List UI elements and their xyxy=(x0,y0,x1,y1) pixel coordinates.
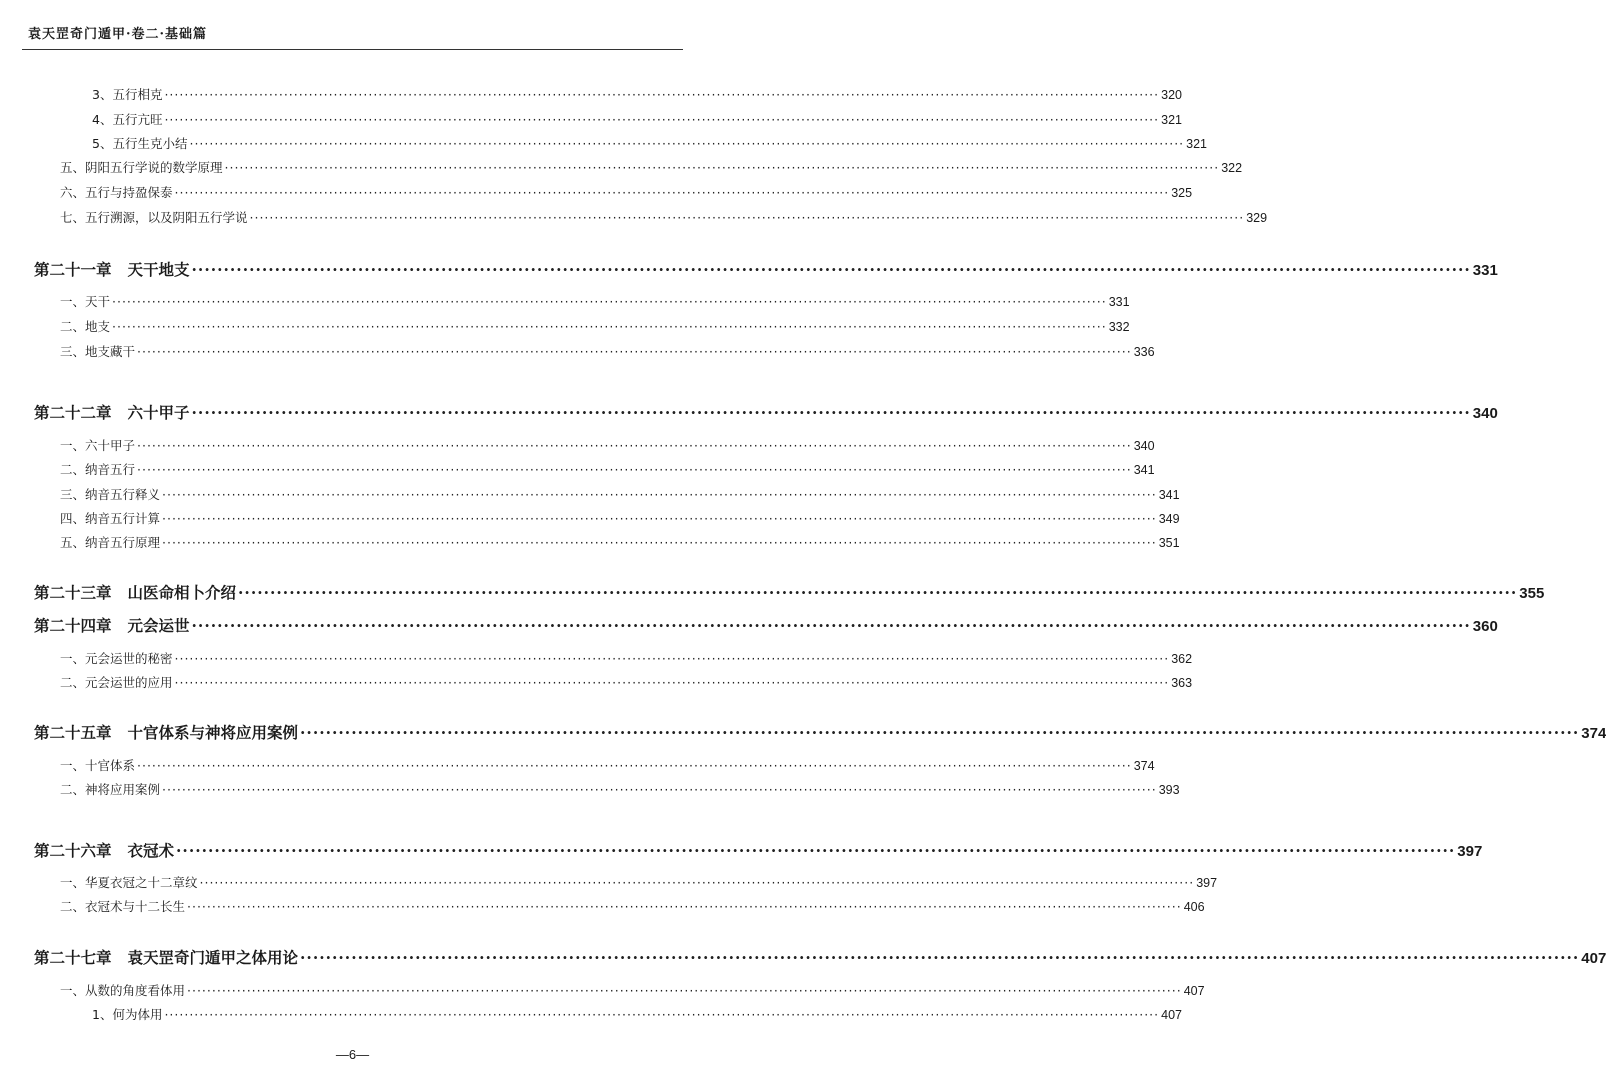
toc-entry-title xyxy=(34,581,236,603)
toc-entry-title: 一、华夏衣冠之十二章纹 xyxy=(60,875,198,890)
toc-entry-row xyxy=(60,873,1218,891)
toc-entry-row xyxy=(60,436,1155,454)
toc-page-number: 374 xyxy=(1133,759,1155,773)
toc-leader-dots: ········································································································································································································ xyxy=(164,1007,1160,1022)
toc-entry-title: 4、五行亢旺 xyxy=(92,112,163,127)
toc-chapter-row xyxy=(34,946,1606,968)
toc-leader-dots: ········································································································································································································ xyxy=(249,210,1245,225)
toc-leader-dots: ········································································································································································································ xyxy=(162,487,1157,502)
toc-page-number: 331 xyxy=(1472,262,1498,279)
toc-entry-title: 一、十官体系 xyxy=(60,758,136,773)
toc-leader-dots: ········································································································································································································ xyxy=(162,782,1157,797)
toc-page-number: 321 xyxy=(1161,113,1182,127)
toc-page-number: 407 xyxy=(1581,950,1606,967)
toc-entry-title: 三、纳音五行释义 xyxy=(60,487,161,502)
toc-page-number: 349 xyxy=(1158,512,1180,526)
toc-page-number: 397 xyxy=(1457,843,1483,860)
toc-chapter-number: 第二十二章 xyxy=(34,403,112,422)
page-number: —6— xyxy=(335,1047,370,1062)
toc-entry-row xyxy=(60,981,1205,999)
toc-entry-title: 二、神将应用案例 xyxy=(60,782,161,797)
toc-entry-row xyxy=(60,756,1155,774)
toc-page-number: 340 xyxy=(1133,439,1155,453)
toc-chapter-row xyxy=(34,581,1545,603)
toc-entry-row xyxy=(60,183,1193,201)
toc-page-number: 336 xyxy=(1133,345,1155,359)
toc-entry-row xyxy=(60,897,1205,915)
toc-entry-row xyxy=(60,673,1193,691)
toc-leader-dots: ········································································································································································································ xyxy=(137,344,1132,359)
toc-page-number: 393 xyxy=(1158,783,1180,797)
toc-leader-dots: ········································································································································································································ xyxy=(176,841,1456,860)
toc-entry-row xyxy=(60,533,1180,551)
toc-leader-dots: ········································································································································································································ xyxy=(189,136,1185,151)
toc-leader-dots: ········································································································································································································ xyxy=(238,583,1518,602)
toc-leader-dots: ········································································································································································································ xyxy=(191,260,1471,279)
toc-page-number: 331 xyxy=(1108,295,1130,309)
toc-leader-dots: ········································································································································································································ xyxy=(137,758,1132,773)
toc-entry-title: 一、天干 xyxy=(60,294,111,309)
toc-leader-dots: ········································································································································································································ xyxy=(191,403,1471,422)
toc-entry-title: 七、五行溯源，以及阴阳五行学说 xyxy=(60,210,248,225)
toc-chapter-title: 元会运世 xyxy=(127,616,190,635)
toc-entry-row xyxy=(92,1005,1182,1023)
toc-entry-title xyxy=(34,401,190,423)
toc-leader-dots: ········································································································································································································ xyxy=(137,438,1132,453)
toc-chapter-title: 十官体系与神将应用案例 xyxy=(127,723,299,742)
toc-entry-title: 一、元会运世的秘密 xyxy=(60,651,173,666)
toc-entry-title xyxy=(34,721,298,743)
toc-page-number: 407 xyxy=(1183,984,1205,998)
toc-entry-title: 二、纳音五行 xyxy=(60,462,136,477)
toc-leader-dots: ········································································································································································································ xyxy=(199,875,1195,890)
toc-entry-title: 六、五行与持盈保泰 xyxy=(60,185,173,200)
toc-leader-dots: ········································································································································································································ xyxy=(174,651,1170,666)
toc-chapter-title: 衣冠术 xyxy=(127,841,175,860)
toc-entry-row xyxy=(92,134,1208,152)
toc-page-number: 325 xyxy=(1171,186,1193,200)
toc-chapter-number: 第二十三章 xyxy=(34,583,112,602)
toc-entry-title: 二、元会运世的应用 xyxy=(60,675,173,690)
toc-entry-row xyxy=(60,158,1243,176)
toc-entry-row xyxy=(92,110,1182,128)
toc-page-number: 397 xyxy=(1196,876,1218,890)
running-header: 袁天罡奇门遁甲·卷二·基础篇 xyxy=(28,27,208,42)
toc-leader-dots: ········································································································································································································ xyxy=(300,723,1580,742)
toc-page-number: 322 xyxy=(1221,161,1243,175)
toc-entry-row xyxy=(60,317,1130,335)
toc-leader-dots: ········································································································································································································ xyxy=(174,185,1170,200)
toc-leader-dots: ········································································································································································································ xyxy=(191,616,1471,635)
toc-leader-dots: ········································································································································································································ xyxy=(300,948,1580,967)
toc-chapter-number: 第二十五章 xyxy=(34,723,112,742)
toc-entry-row xyxy=(60,342,1155,360)
toc-page-number: 407 xyxy=(1161,1008,1182,1022)
toc-chapter-title: 山医命相卜介绍 xyxy=(127,583,237,602)
toc-chapter-number: 第二十七章 xyxy=(34,948,112,967)
toc-chapter-title: 六十甲子 xyxy=(127,403,190,422)
toc-chapter-number: 第二十四章 xyxy=(34,616,112,635)
toc-page-number: 355 xyxy=(1519,585,1545,602)
toc-leader-dots: ········································································································································································································ xyxy=(164,87,1160,102)
toc-page-number: 321 xyxy=(1186,137,1208,151)
toc-chapter-row xyxy=(34,258,1498,280)
toc-entry-row xyxy=(60,292,1130,310)
toc-entry-title: 二、地支 xyxy=(60,319,111,334)
toc-page-number: 320 xyxy=(1161,88,1182,102)
toc-chapter-row xyxy=(34,839,1483,861)
toc-leader-dots: ········································································································································································································ xyxy=(174,675,1170,690)
toc-page-number: 341 xyxy=(1158,488,1180,502)
toc-entry-row xyxy=(60,780,1180,798)
toc-entry-title: 3、五行相克 xyxy=(92,87,163,102)
toc-entry-title xyxy=(34,839,174,861)
toc-entry-row xyxy=(60,485,1180,503)
header-rule xyxy=(22,49,683,50)
toc-entry-title: 5、五行生克小结 xyxy=(92,136,188,151)
toc-chapter-title: 天干地支 xyxy=(127,260,190,279)
toc-entry-title: 五、纳音五行原理 xyxy=(60,535,161,550)
toc-leader-dots: ········································································································································································································ xyxy=(164,112,1160,127)
toc-entry-title xyxy=(34,946,298,968)
toc-leader-dots: ········································································································································································································ xyxy=(187,983,1182,998)
toc-entry-title: 五、阴阳五行学说的数学原理 xyxy=(60,160,223,175)
toc-entry-title: 1、何为体用 xyxy=(92,1007,163,1022)
toc-page-number: 360 xyxy=(1472,618,1498,635)
toc-entry-title xyxy=(34,258,190,280)
toc-page-number: 341 xyxy=(1133,463,1155,477)
toc-leader-dots: ········································································································································································································ xyxy=(137,462,1132,477)
toc-chapter-row xyxy=(34,614,1498,636)
toc-entry-title: 二、衣冠术与十二长生 xyxy=(60,899,186,914)
toc-leader-dots: ········································································································································································································ xyxy=(162,511,1157,526)
toc-entry-title: 四、纳音五行计算 xyxy=(60,511,161,526)
toc-entry-row xyxy=(60,208,1268,226)
toc-page-number: 340 xyxy=(1472,405,1498,422)
toc-chapter-number: 第二十六章 xyxy=(34,841,112,860)
toc-leader-dots: ········································································································································································································ xyxy=(112,294,1107,309)
toc-entry-title xyxy=(34,614,190,636)
toc-page-number: 374 xyxy=(1581,725,1606,742)
toc-chapter-row xyxy=(34,721,1606,743)
toc-page-number: 351 xyxy=(1158,536,1180,550)
toc-leader-dots: ········································································································································································································ xyxy=(224,160,1220,175)
toc-chapter-title: 袁天罡奇门遁甲之体用论 xyxy=(127,948,299,967)
toc-chapter-row xyxy=(34,401,1498,423)
toc-chapter-number: 第二十一章 xyxy=(34,260,112,279)
toc-entry-title: 一、从数的角度看体用 xyxy=(60,983,186,998)
toc-entry-row xyxy=(60,460,1155,478)
toc-leader-dots: ········································································································································································································ xyxy=(187,899,1182,914)
toc-entry-title: 一、六十甲子 xyxy=(60,438,136,453)
toc-entry-row xyxy=(60,649,1193,667)
toc-page-number: 406 xyxy=(1183,900,1205,914)
toc-page-number: 329 xyxy=(1246,211,1268,225)
toc-entry-row xyxy=(60,509,1180,527)
toc-entry-title: 三、地支藏干 xyxy=(60,344,136,359)
toc-page-number: 362 xyxy=(1171,652,1193,666)
toc-page-number: 332 xyxy=(1108,320,1130,334)
toc-page-number: 363 xyxy=(1171,676,1193,690)
toc-entry-row xyxy=(92,85,1182,103)
toc-leader-dots: ········································································································································································································ xyxy=(162,535,1157,550)
toc-leader-dots: ········································································································································································································ xyxy=(112,319,1107,334)
